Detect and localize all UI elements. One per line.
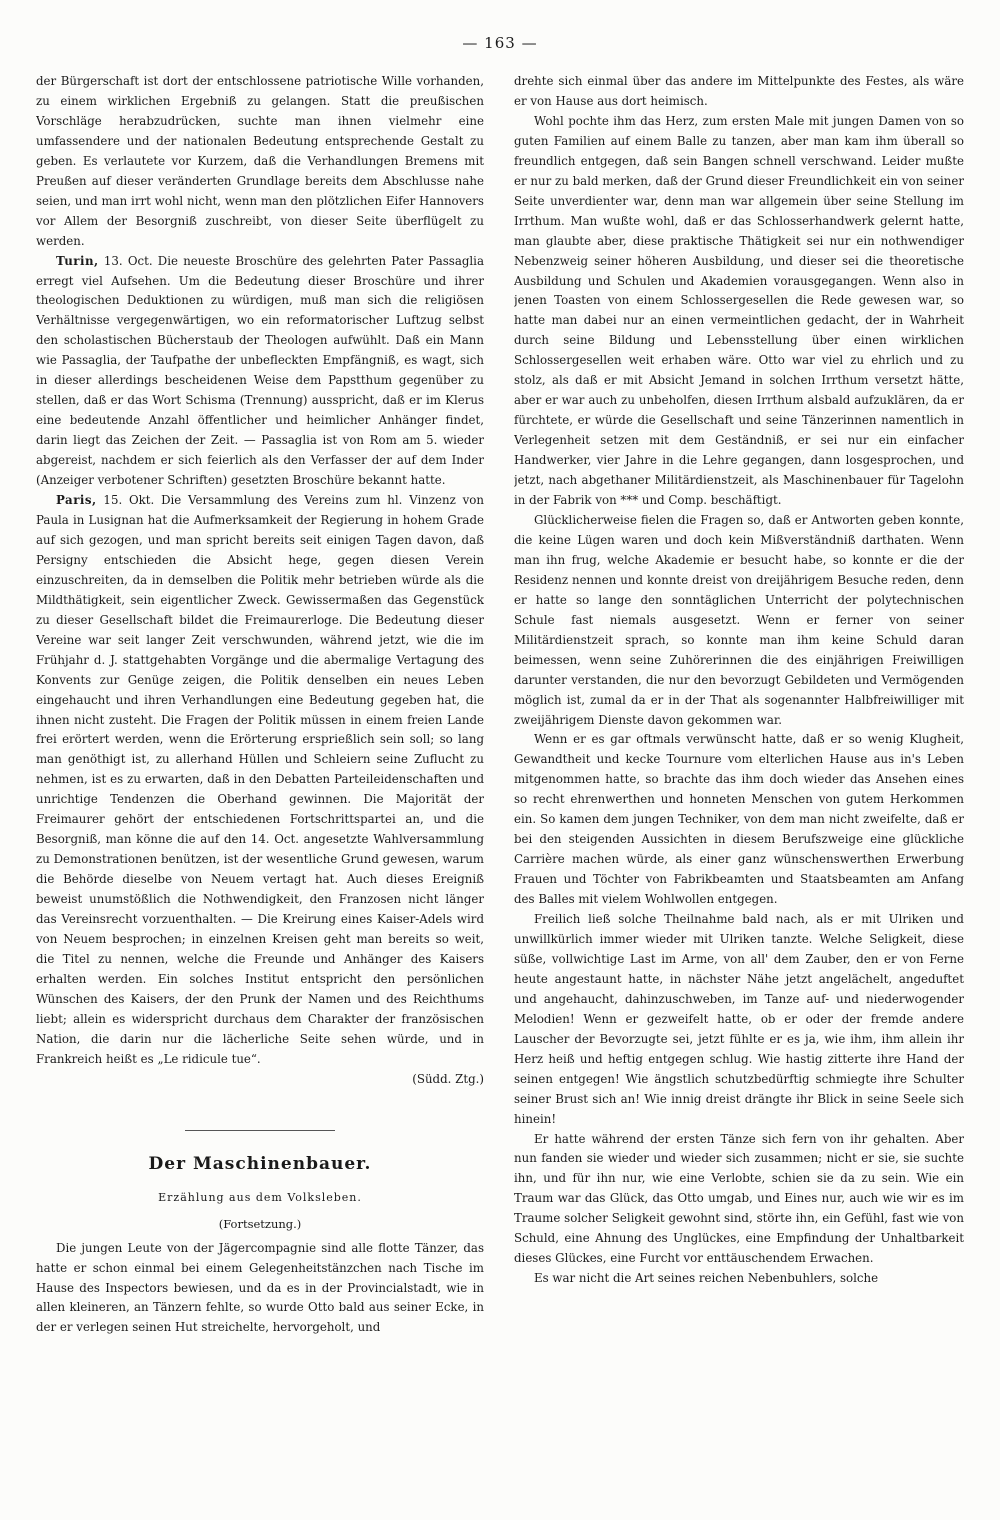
story-continuation-note: (Fortsetzung.) <box>218 1216 302 1231</box>
story-paragraph: Die jungen Leute von der Jägercompagnie sind alle flotte Tänzer, das hatte er schon einmal bei einem Gelegenheitstänzchen nach Tische im Hause des Inspectors bewiesen, und da es in der Provincialstadt, wie in allen kleineren, an Tänzern fehlte, so wurde Otto bald aus seiner Ecke, in der er verlegen seinen Hut streichelte, hervorgeholt, und <box>36 1240 484 1335</box>
article-turin <box>36 252 484 491</box>
source-citation: (Südd. Ztg.) <box>412 1071 484 1086</box>
story-paragraph: Er hatte während der ersten Tänze sich fern von ihr gehalten. Aber nun fanden sie wieder und wieder sich zusammen; nicht er sie, sie suchte ihn, und für ihn nur, wie eine Verlobte, schien sie da zu sein. Wie ein Traum war das Glück, das Otto umgab, und Eines nur, auch wie wir es im Traume solcher Seligkeit gewohnt sind, störte ihn, ein Gefühl, fast wie von Schuld, eine Ahnung des Unglückes, eine Empfindung der Unhaltbarkeit dieses Glückes, eine Furcht vor enttäuschendem Erwachen. <box>514 1131 964 1266</box>
story-paragraph: drehte sich einmal über das andere im Mittelpunkte des Festes, als wäre er von Hause aus dort heimisch. <box>514 74 964 108</box>
story-paragraph: Freilich ließ solche Theilnahme bald nach, als er mit Ulriken und unwillkürlich immer wieder mit Ulriken tanzte. Welche Seligkeit, diese süße, vollwichtige Last im Arme, von all' dem Zauber, den er von Ferne heute angestaunt hatte, in nächster Nähe jetzt angelächelt, angeduftet und angehaucht, dahinzuschweben, im Tanze auf- und niederwogender Melodien! Wenn er gezweifelt hatte, ob er oder der fremde andere Lauscher der Bevorzugte sei, jetzt fühlte er es ja, wie ihm, ihm allein ihr Herz heiß und heftig entgegen schlug. Wie hastig zitterte ihre Hand der seinen entgegen! Wie ängstlich schutzbedürftig schmiegte ihre Schulter seiner Brust sich an! Wie innig dreist drängte ihr Blick in seine Seele sich hinein! <box>514 912 964 1126</box>
story-subtitle: Erzählung aus dem Volksleben. <box>158 1190 362 1204</box>
section-divider <box>185 1130 335 1131</box>
left-column <box>36 72 484 1512</box>
right-column <box>514 72 964 1512</box>
article-turin-text: 13. Oct. Die neueste Broschüre des gelehrten Pater Passaglia erregt viel Aufsehen. Um die Bedeutung dieser Broschüre und ihrer theologischen Deduktionen zu würdigen, muß man sich die religiösen Verhältnisse vergegenwärtigen, wo ein reformatorischer Luftzug selbst den scholastischen Bücherstaub der Theologen aufwühlt. Daß ein Mann wie Passaglia, der Taufpathe der unbefleckten Empfängniß, es wagt, sich in dieser allerdings bescheidenen Weise dem Papstthum gegenüber zu stellen, daß er das Wort Schisma (Trennung) ausspricht, daß er im Klerus eine bedeutende Anzahl öffentlicher und heimlicher Anhänger findet, darin liegt das Zeichen der Zeit. — Passaglia ist von Rom am 5. wieder abgereist, nachdem er sich feierlich als den Verfasser der auf dem Inder (Anzeiger verbotener Schriften) gesetzten Broschüre bekannt hatte. <box>36 253 484 488</box>
story-paragraph: Glücklicherweise fielen die Fragen so, daß er Antworten geben konnte, die keine Lügen waren und doch kein Mißverständniß darthaten. Wenn man ihn frug, welche Akademie er besucht habe, so konnte er die der Residenz nennen und konnte dreist von dreijährigem Besuche reden, denn er hatte so lange den sonntäglichen Unterricht der polytechnischen Schule fast niemals ausgesetzt. Wenn er ferner von seiner Militärdienstzeit sprach, so konnte man ihm keine Schuld daran beimessen, wenn seine Zuhörerinnen die des einjährigen Freiwilligen darunter verstanden, die nur den bevorzugt Gebildeten und Vermögenden möglich ist, zumal da er in der That als sogenannter Halbfreiwilliger mit zweijährigem Dienste davon gekommen war. <box>514 512 964 727</box>
article-paris <box>36 491 484 1070</box>
story-paragraph: Es war nicht die Art seines reichen Nebenbuhlers, solche <box>534 1271 879 1286</box>
story-paragraph: Wenn er es gar oftmals verwünscht hatte, daß er so wenig Klugheit, Gewandtheit und kecke Tournure vom elterlichen Hause aus in's Leben mitgenommen hatte, so brachte das ihm doch wieder das Ansehen eines so recht ehrenwerthen und honneten Menschen von gutem Herkommen ein. So kamen dem jungen Techniker, von dem man nicht zweifelte, daß er bei den steigenden Aussichten in diesem Berufszweige eine glückliche Carrière machen würde, als einer ganz wünschenswerthen Erwerbung Frauen und Töchter von Fabrikbeamten und Staatsbeamten am Anfang des Balles mit vielem Wohlwollen entgegen. <box>514 732 964 907</box>
article-bremen-continuation: der Bürgerschaft ist dort der entschlossene patriotische Wille vorhanden, zu einem wirklichen Ergebniß zu gelangen. Statt die preußischen Vorschläge herabzudrücken, suchte man ihnen vielmehr eine umfassendere und der nationalen Bedeutung entsprechende Gestalt zu geben. Es verlautete vor Kurzem, daß die Verhandlungen Bremens mit Preußen auf dieser veränderten Grundlage bereits dem Abschlusse nahe seien, und man irrt wohl nicht, wenn man den plötzlichen Eifer Hannovers vor Allem der Besorgniß zuschreibt, von dieser Seite überflügelt zu werden. <box>36 74 484 248</box>
story-paragraph: Wohl pochte ihm das Herz, zum ersten Male mit jungen Damen von so guten Familien auf einem Balle zu tanzen, aber man kam ihm überall so freundlich entgegen, daß sein Bangen schnell verschwand. Leider mußte er nur zu bald merken, daß der Grund dieser Freundlichkeit ein von seiner Seite unverdienter war, denn man war allgemein über seine Stellung im Irrthum. Man wußte wohl, daß er das Schlosserhandwerk gelernt hatte, man glaubte aber, diese praktische Thätigkeit sei nur ein nothwendiger Nebenzweig seiner höheren Ausbildung, und dieser sei die theoretische Ausbildung und Schulen und Akademien vorausgegangen. Wenn also in jenen Toasten von einem Schlossergesellen die Rede gewesen war, so hatte man dabei nur an einen vermeintlichen gedacht, der in Wahrheit durch seine Bildung und Lebensstellung über einen wirklichen Schlossergesellen weit erhaben wäre. Otto war viel zu ehrlich und zu stolz, als daß er mit Absicht Jemand in solchen Irrthum versetzt hätte, aber er war auch zu unbeholfen, diesen Irrthum alsbald aufzuklären, da er fürchtete, er würde die Gesellschaft und seine Tänzerinnen namentlich in Verlegenheit setzen mit dem Geständniß, er sei nur ein einfacher Handwerker, vier Jahre in die Lehre gegangen, dann losgesprochen, und jetzt, nach abgethaner Militärdienstzeit, als Maschinenbauer für Tagelohn in der Fabrik von *** und Comp. beschäftigt. <box>514 113 964 508</box>
page-number: — 163 — <box>462 34 538 52</box>
story-title: Der Maschinenbauer. <box>148 1153 372 1174</box>
dateline-paris: Paris, <box>56 493 97 508</box>
article-paris-text: 15. Okt. Die Versammlung des Vereins zum hl. Vinzenz von Paula in Lusignan hat die Aufmerksamkeit der Regierung in hohem Grade auf sich gezogen, und man spricht bereits seit einigen Tagen davon, daß Persigny entschieden die Absicht hege, gegen diesen Verein einzuschreiten, da in demselben die Politik mehr betrieben würde als die Mildthätigkeit, sein eigentlicher Zweck. Gewissermaßen das Gegenstück zu dieser Gesellschaft bildet die Freimaurerloge. Die Bedeutung dieser Vereine war seit langer Zeit verschwunden, während jetzt, wie die im Frühjahr d. J. stattgehabten Vorgänge und die abermalige Vertagung des Konvents zur Genüge zeigen, die Politik denselben ein neues Leben eingehaucht und ihren Verhandlungen eine Bedeutung gegeben hat, die ihnen nicht zusteht. Die Fragen der Politik müssen in einem freien Lande frei erörtert werden, wenn die Erörterung ersprießlich sein soll; so lang man genöthigt ist, zu allerhand Hüllen und Schleiern seine Zuflucht zu nehmen, ist es zu erwarten, daß in den Debatten Parteileidenschaften und unrichtige Tendenzen die Oberhand gewinnen. Die Majorität der Freimaurer gehört der entschiedenen Fortschrittspartei an, und die Besorgniß, man könne die auf den 14. Oct. angesetzte Wahlversammlung zu Demonstrationen benützen, ist der wesentliche Grund gewesen, warum die Behörde dieselbe von Neuem vertagt hat. Auch dieses Ereigniß beweist unumstößlich die Nothwendigkeit, den Franzosen nicht länger das Vereinsrecht vorzuenthalten. — Die Kreirung eines Kaiser-Adels wird von Neuem besprochen; in einzelnen Kreisen geht man bereits so weit, die Titel zu nennen, welche die Freunde und Anhänger des Kaisers erhalten werden. Ein solches Institut entspricht den persönlichen Wünschen des Kaisers, der den Prunk der Namen und des Reichthums liebt; allein es widerspricht durchaus dem Charakter der französischen Nation, die darin nur die lächerliche Seite sehen würde, und in Frankreich heißt es „Le ridicule tue“. <box>36 493 484 1066</box>
dateline-turin: Turin, <box>56 253 99 268</box>
